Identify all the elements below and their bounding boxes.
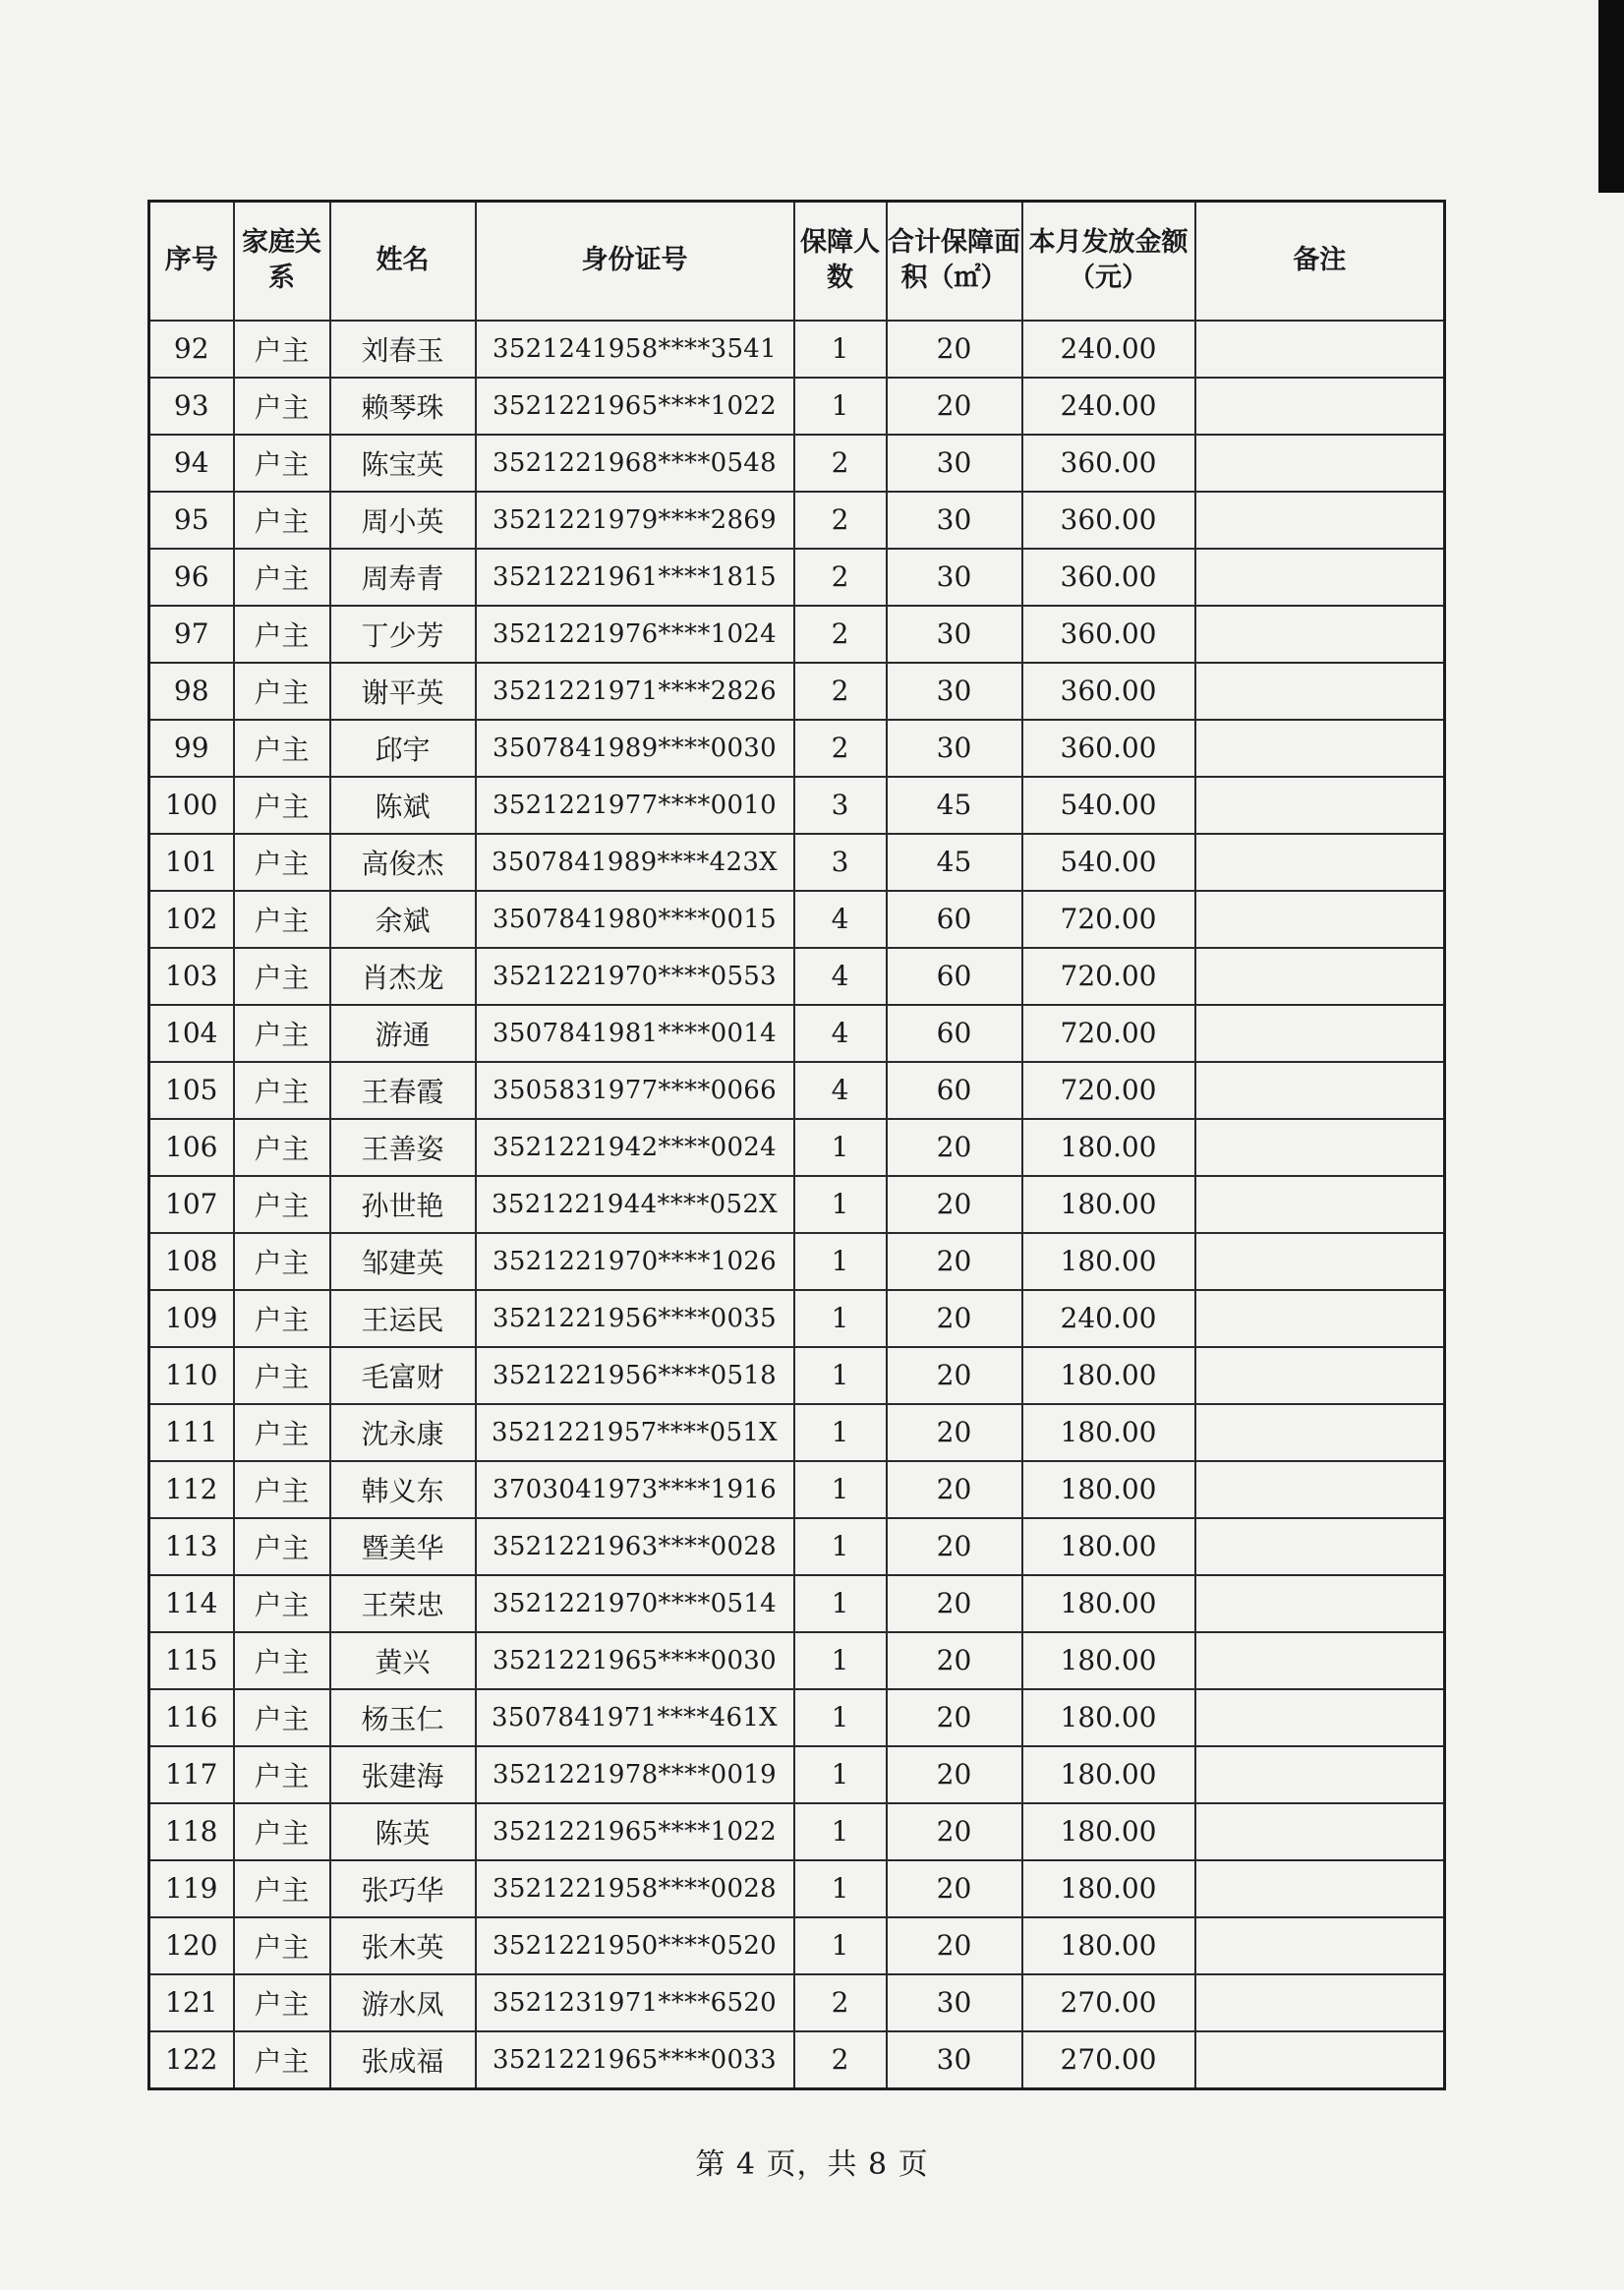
cell-name: 丁少芳 [330,606,476,663]
cell-name: 孙世艳 [330,1176,476,1233]
cell-relation: 户主 [234,1689,330,1746]
cell-amount: 180.00 [1022,1803,1195,1860]
header-name: 姓名 [330,202,476,321]
cell-seq: 97 [149,606,234,663]
cell-name: 赖琴珠 [330,378,476,435]
table-row [149,1575,1445,1632]
cell-relation: 户主 [234,720,330,777]
cell-amount: 540.00 [1022,777,1195,834]
cell-name: 陈斌 [330,777,476,834]
cell-persons: 1 [794,1917,887,1974]
cell-remark [1195,435,1445,492]
cell-id-number: 3521221957****051X [476,1404,794,1461]
cell-seq: 110 [149,1347,234,1404]
cell-remark [1195,948,1445,1005]
cell-relation: 户主 [234,1632,330,1689]
cell-persons: 4 [794,891,887,948]
cell-amount: 720.00 [1022,891,1195,948]
cell-area: 30 [887,606,1022,663]
cell-area: 60 [887,1062,1022,1119]
cell-area: 20 [887,1632,1022,1689]
cell-seq: 104 [149,1005,234,1062]
cell-id-number: 3521221950****0520 [476,1917,794,1974]
cell-relation: 户主 [234,663,330,720]
cell-id-number: 3507841989****0030 [476,720,794,777]
cell-remark [1195,1803,1445,1860]
cell-amount: 180.00 [1022,1461,1195,1518]
cell-amount: 360.00 [1022,606,1195,663]
cell-seq: 113 [149,1518,234,1575]
cell-area: 20 [887,1119,1022,1176]
cell-amount: 180.00 [1022,1917,1195,1974]
table-row [149,549,1445,606]
cell-area: 20 [887,1689,1022,1746]
subsidy-roster-table [147,200,1446,2090]
cell-seq: 122 [149,2031,234,2089]
cell-remark [1195,1404,1445,1461]
cell-name: 周小英 [330,492,476,549]
table-row [149,1461,1445,1518]
cell-name: 邱宇 [330,720,476,777]
header-seq: 序号 [149,202,234,321]
cell-name: 邹建英 [330,1233,476,1290]
cell-amount: 720.00 [1022,1005,1195,1062]
header-row [149,202,1445,321]
cell-relation: 户主 [234,378,330,435]
cell-area: 20 [887,1176,1022,1233]
table-row [149,1404,1445,1461]
cell-id-number: 3521221970****0514 [476,1575,794,1632]
cell-name: 王荣忠 [330,1575,476,1632]
cell-persons: 4 [794,1062,887,1119]
cell-seq: 117 [149,1746,234,1803]
cell-area: 20 [887,1233,1022,1290]
cell-id-number: 3521221970****0553 [476,948,794,1005]
cell-amount: 180.00 [1022,1575,1195,1632]
cell-relation: 户主 [234,606,330,663]
cell-relation: 户主 [234,492,330,549]
table-row [149,1062,1445,1119]
cell-amount: 540.00 [1022,834,1195,891]
cell-id-number: 3521221956****0518 [476,1347,794,1404]
table-row [149,1347,1445,1404]
cell-id-number: 3521221942****0024 [476,1119,794,1176]
table-row [149,435,1445,492]
cell-area: 20 [887,1917,1022,1974]
cell-persons: 1 [794,321,887,378]
cell-name: 王善姿 [330,1119,476,1176]
cell-name: 黄兴 [330,1632,476,1689]
table-row [149,1119,1445,1176]
cell-persons: 1 [794,1404,887,1461]
cell-amount: 180.00 [1022,1119,1195,1176]
cell-amount: 180.00 [1022,1176,1195,1233]
cell-remark [1195,1974,1445,2031]
cell-seq: 107 [149,1176,234,1233]
page-footer: 第 4 页，共 8 页 [695,2147,929,2182]
cell-seq: 120 [149,1917,234,1974]
cell-name: 余斌 [330,891,476,948]
cell-persons: 1 [794,1233,887,1290]
cell-seq: 98 [149,663,234,720]
cell-seq: 119 [149,1860,234,1917]
cell-relation: 户主 [234,1746,330,1803]
cell-remark [1195,1860,1445,1917]
cell-id-number: 3521221961****1815 [476,549,794,606]
cell-relation: 户主 [234,777,330,834]
cell-name: 王运民 [330,1290,476,1347]
cell-id-number: 3521221958****0028 [476,1860,794,1917]
cell-seq: 108 [149,1233,234,1290]
cell-name: 周寿青 [330,549,476,606]
table-row [149,492,1445,549]
cell-amount: 240.00 [1022,321,1195,378]
cell-id-number: 3507841981****0014 [476,1005,794,1062]
table-row [149,1803,1445,1860]
cell-relation: 户主 [234,891,330,948]
cell-id-number: 3703041973****1916 [476,1461,794,1518]
cell-name: 张成福 [330,2031,476,2089]
cell-id-number: 3521221970****1026 [476,1233,794,1290]
cell-id-number: 3521221971****2826 [476,663,794,720]
cell-amount: 180.00 [1022,1518,1195,1575]
cell-name: 高俊杰 [330,834,476,891]
cell-remark [1195,1347,1445,1404]
cell-seq: 121 [149,1974,234,2031]
cell-area: 30 [887,492,1022,549]
cell-area: 20 [887,321,1022,378]
cell-amount: 360.00 [1022,549,1195,606]
cell-relation: 户主 [234,1119,330,1176]
cell-id-number: 3521221965****0030 [476,1632,794,1689]
cell-id-number: 3505831977****0066 [476,1062,794,1119]
cell-area: 20 [887,1461,1022,1518]
cell-area: 20 [887,1404,1022,1461]
cell-relation: 户主 [234,1917,330,1974]
header-remark: 备注 [1195,202,1445,321]
cell-remark [1195,1746,1445,1803]
cell-relation: 户主 [234,1803,330,1860]
cell-id-number: 3521221944****052X [476,1176,794,1233]
cell-remark [1195,663,1445,720]
table-row [149,1005,1445,1062]
cell-area: 45 [887,834,1022,891]
table-row [149,663,1445,720]
cell-amount: 180.00 [1022,1632,1195,1689]
cell-persons: 3 [794,777,887,834]
cell-name: 杨玉仁 [330,1689,476,1746]
cell-remark [1195,1518,1445,1575]
cell-id-number: 3521221965****0033 [476,2031,794,2089]
cell-name: 游水凤 [330,1974,476,2031]
cell-persons: 3 [794,834,887,891]
cell-seq: 103 [149,948,234,1005]
cell-seq: 111 [149,1404,234,1461]
cell-relation: 户主 [234,1290,330,1347]
cell-remark [1195,2031,1445,2089]
cell-persons: 2 [794,663,887,720]
cell-id-number: 3521221978****0019 [476,1746,794,1803]
table-row [149,720,1445,777]
cell-seq: 96 [149,549,234,606]
cell-area: 30 [887,435,1022,492]
cell-area: 20 [887,1290,1022,1347]
cell-remark [1195,1575,1445,1632]
roster-body [149,321,1445,2089]
cell-name: 王春霞 [330,1062,476,1119]
cell-name: 肖杰龙 [330,948,476,1005]
cell-amount: 240.00 [1022,1290,1195,1347]
cell-persons: 2 [794,606,887,663]
cell-persons: 2 [794,492,887,549]
cell-id-number: 3521241958****3541 [476,321,794,378]
cell-remark [1195,777,1445,834]
cell-persons: 1 [794,1461,887,1518]
cell-id-number: 3521221956****0035 [476,1290,794,1347]
cell-id-number: 3521221968****0548 [476,435,794,492]
table-row [149,1632,1445,1689]
cell-seq: 105 [149,1062,234,1119]
cell-remark [1195,1632,1445,1689]
cell-remark [1195,1290,1445,1347]
cell-remark [1195,1689,1445,1746]
cell-relation: 户主 [234,1005,330,1062]
cell-remark [1195,1461,1445,1518]
cell-relation: 户主 [234,435,330,492]
cell-remark [1195,1917,1445,1974]
cell-seq: 101 [149,834,234,891]
cell-seq: 109 [149,1290,234,1347]
cell-relation: 户主 [234,834,330,891]
cell-persons: 1 [794,1575,887,1632]
cell-relation: 户主 [234,1404,330,1461]
cell-area: 20 [887,1518,1022,1575]
cell-seq: 95 [149,492,234,549]
cell-relation: 户主 [234,1062,330,1119]
cell-relation: 户主 [234,321,330,378]
table-row [149,1974,1445,2031]
cell-persons: 1 [794,1860,887,1917]
cell-remark [1195,891,1445,948]
cell-name: 陈宝英 [330,435,476,492]
cell-area: 20 [887,378,1022,435]
cell-name: 谢平英 [330,663,476,720]
table-row [149,1746,1445,1803]
cell-seq: 116 [149,1689,234,1746]
cell-area: 60 [887,891,1022,948]
cell-amount: 360.00 [1022,492,1195,549]
cell-persons: 1 [794,1119,887,1176]
cell-seq: 115 [149,1632,234,1689]
cell-remark [1195,378,1445,435]
cell-name: 张木英 [330,1917,476,1974]
cell-persons: 2 [794,2031,887,2089]
header-amount: 本月发放金额（元） [1022,202,1195,321]
cell-id-number: 3507841980****0015 [476,891,794,948]
cell-area: 20 [887,1746,1022,1803]
cell-name: 暨美华 [330,1518,476,1575]
cell-persons: 1 [794,1746,887,1803]
table-row [149,321,1445,378]
cell-relation: 户主 [234,1518,330,1575]
cell-seq: 93 [149,378,234,435]
cell-area: 20 [887,1803,1022,1860]
cell-amount: 180.00 [1022,1689,1195,1746]
cell-name: 游通 [330,1005,476,1062]
cell-seq: 114 [149,1575,234,1632]
table-row [149,1233,1445,1290]
cell-persons: 4 [794,1005,887,1062]
cell-amount: 360.00 [1022,435,1195,492]
cell-area: 30 [887,2031,1022,2089]
cell-area: 60 [887,948,1022,1005]
cell-id-number: 3521221965****1022 [476,1803,794,1860]
header-persons: 保障人数 [794,202,887,321]
cell-relation: 户主 [234,1461,330,1518]
cell-seq: 94 [149,435,234,492]
cell-relation: 户主 [234,948,330,1005]
cell-relation: 户主 [234,1974,330,2031]
table-row [149,1689,1445,1746]
cell-persons: 1 [794,1290,887,1347]
cell-amount: 180.00 [1022,1233,1195,1290]
cell-remark [1195,321,1445,378]
cell-seq: 118 [149,1803,234,1860]
scan-edge-mark [1598,0,1624,193]
table-row [149,891,1445,948]
cell-amount: 720.00 [1022,1062,1195,1119]
cell-area: 20 [887,1347,1022,1404]
cell-seq: 106 [149,1119,234,1176]
cell-persons: 1 [794,1632,887,1689]
cell-amount: 270.00 [1022,1974,1195,2031]
cell-remark [1195,1005,1445,1062]
header-relation: 家庭关系 [234,202,330,321]
cell-relation: 户主 [234,1176,330,1233]
table-row [149,1917,1445,1974]
cell-area: 60 [887,1005,1022,1062]
cell-name: 张巧华 [330,1860,476,1917]
table-row [149,1290,1445,1347]
cell-area: 20 [887,1575,1022,1632]
cell-amount: 360.00 [1022,720,1195,777]
cell-amount: 180.00 [1022,1746,1195,1803]
table-row [149,834,1445,891]
cell-persons: 4 [794,948,887,1005]
cell-persons: 1 [794,378,887,435]
cell-id-number: 3521231971****6520 [476,1974,794,2031]
cell-name: 刘春玉 [330,321,476,378]
table-row [149,1518,1445,1575]
cell-remark [1195,834,1445,891]
cell-amount: 240.00 [1022,378,1195,435]
cell-area: 30 [887,1974,1022,2031]
cell-id-number: 3521221977****0010 [476,777,794,834]
cell-name: 张建海 [330,1746,476,1803]
cell-name: 陈英 [330,1803,476,1860]
cell-amount: 720.00 [1022,948,1195,1005]
table-row [149,777,1445,834]
cell-remark [1195,720,1445,777]
cell-id-number: 3507841971****461X [476,1689,794,1746]
cell-seq: 92 [149,321,234,378]
cell-persons: 1 [794,1689,887,1746]
cell-persons: 1 [794,1803,887,1860]
cell-remark [1195,1176,1445,1233]
header-area: 合计保障面积（㎡） [887,202,1022,321]
header-id-number: 身份证号 [476,202,794,321]
cell-seq: 102 [149,891,234,948]
cell-relation: 户主 [234,1575,330,1632]
cell-remark [1195,492,1445,549]
cell-area: 30 [887,663,1022,720]
cell-persons: 1 [794,1518,887,1575]
cell-remark [1195,549,1445,606]
table-row [149,378,1445,435]
cell-relation: 户主 [234,1860,330,1917]
cell-seq: 99 [149,720,234,777]
cell-remark [1195,606,1445,663]
cell-persons: 2 [794,549,887,606]
cell-persons: 2 [794,1974,887,2031]
cell-area: 20 [887,1860,1022,1917]
cell-amount: 270.00 [1022,2031,1195,2089]
cell-id-number: 3521221976****1024 [476,606,794,663]
cell-relation: 户主 [234,1347,330,1404]
table-row [149,606,1445,663]
table-row [149,1176,1445,1233]
cell-relation: 户主 [234,549,330,606]
cell-amount: 180.00 [1022,1404,1195,1461]
cell-persons: 1 [794,1347,887,1404]
cell-name: 韩义东 [330,1461,476,1518]
cell-area: 45 [887,777,1022,834]
cell-id-number: 3521221963****0028 [476,1518,794,1575]
cell-relation: 户主 [234,1233,330,1290]
cell-area: 30 [887,720,1022,777]
cell-persons: 1 [794,1176,887,1233]
cell-seq: 112 [149,1461,234,1518]
cell-area: 30 [887,549,1022,606]
cell-amount: 180.00 [1022,1347,1195,1404]
table-row [149,2031,1445,2089]
cell-amount: 180.00 [1022,1860,1195,1917]
cell-amount: 360.00 [1022,663,1195,720]
cell-remark [1195,1062,1445,1119]
table-row [149,1860,1445,1917]
cell-persons: 2 [794,435,887,492]
cell-name: 毛富财 [330,1347,476,1404]
table-row [149,948,1445,1005]
cell-remark [1195,1233,1445,1290]
cell-id-number: 3521221965****1022 [476,378,794,435]
cell-remark [1195,1119,1445,1176]
cell-persons: 2 [794,720,887,777]
cell-name: 沈永康 [330,1404,476,1461]
cell-id-number: 3521221979****2869 [476,492,794,549]
cell-id-number: 3507841989****423X [476,834,794,891]
cell-relation: 户主 [234,2031,330,2089]
cell-seq: 100 [149,777,234,834]
